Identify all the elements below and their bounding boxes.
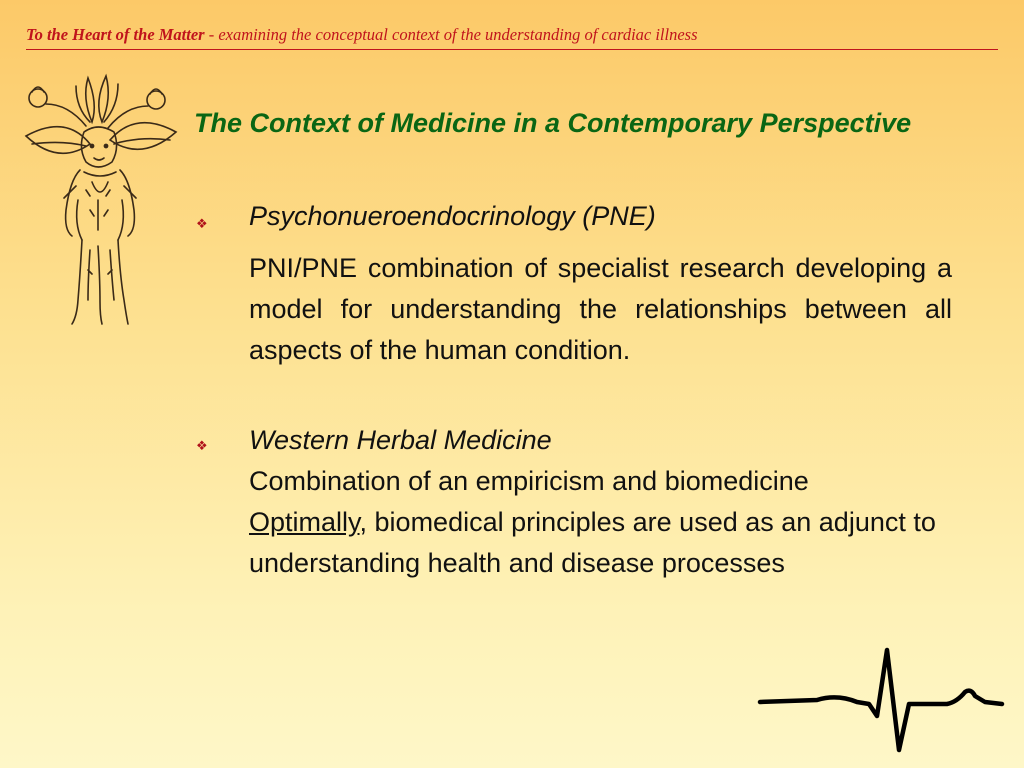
mandrake-figure-illustration: [18, 70, 183, 332]
section-body-herbal-text: , biomedical principles are used as an adjunct to understanding health and disease processes: [249, 507, 936, 578]
header-title-bold: To the Heart of the Matter: [26, 25, 205, 44]
diamond-bullet-icon: ❖: [196, 216, 208, 231]
ecg-heartbeat-icon: [757, 644, 1007, 756]
section-heading-pne: Psychonueroendocrinology (PNE): [249, 201, 656, 231]
section-body-herbal-rest: [249, 502, 969, 584]
slide-header: [26, 25, 996, 45]
section-body-herbal-line1: Combination of an empiricism and biomedicine: [249, 466, 809, 496]
diamond-bullet-icon: ❖: [196, 438, 208, 453]
section-body-pne: PNI/PNE combination of specialist research developing a model for understanding the relationships between all aspects of the human condition.: [249, 253, 952, 365]
header-subtitle: - examining the conceptual context of the understanding of cardiac illness: [204, 25, 698, 44]
underlined-word: Optimally: [249, 507, 360, 537]
slide-title: The Context of Medicine in a Contemporary Perspective: [194, 108, 912, 138]
section-heading-herbal: Western Herbal Medicine: [249, 425, 552, 455]
header-divider: [26, 49, 998, 50]
